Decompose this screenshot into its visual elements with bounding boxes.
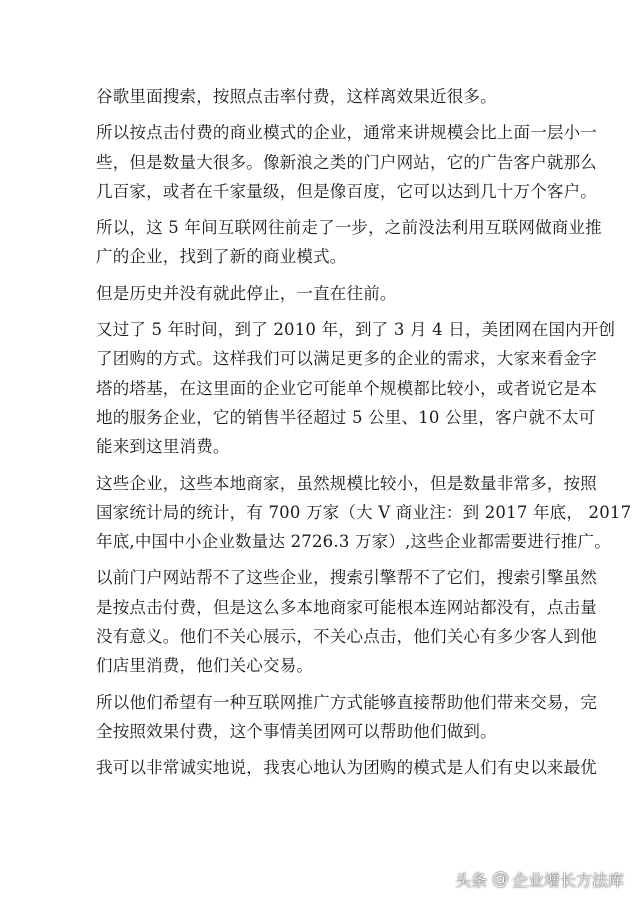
text-line: 所以他们希望有一种互联网推广方式能够直接帮助他们带来交易，完 xyxy=(96,692,597,712)
text-line: 又过了 5 年时间，到了 2010 年，到了 3 月 4 日，美团网在国内开创 xyxy=(96,320,616,340)
paragraph xyxy=(96,753,597,782)
text-line: 是按点击付费，但是这么多本地商家可能根本连网站都没有，点击量 xyxy=(96,597,597,617)
text-line: 几百家，或者在千家量级，但是像百度，它可以达到几十万个客户。 xyxy=(96,181,597,201)
paragraph xyxy=(96,279,548,308)
paragraph xyxy=(96,118,597,206)
text-line: 广的企业，找到了新的商业模式。 xyxy=(96,247,347,267)
text-line: 但是历史并没有就此停止，一直在往前。 xyxy=(96,283,397,303)
text-line: 国家统计局的统计，有 700 万家（大 V 商业注：到 2017 年底， 2017 xyxy=(96,502,632,522)
text-line: 地的服务企业，它的销售半径超过 5 公里、10 公里，客户就不太可 xyxy=(96,407,596,427)
text-line: 些，但是数量大很多。像新浪之类的门户网站，它的广告客户就那么 xyxy=(96,152,597,172)
text-line: 们店里消费，他们关心交易。 xyxy=(96,656,314,676)
toutiao-watermark xyxy=(455,865,624,893)
at-icon: @ xyxy=(491,869,509,889)
text-line: 这些企业，这些本地商家，虽然规模比较小，但是数量非常多，按照 xyxy=(96,473,597,493)
text-line: 塔的塔基，在这里面的企业它可能单个规模都比较小，或者说它是本 xyxy=(96,378,597,398)
paragraph xyxy=(96,688,597,747)
paragraph xyxy=(96,213,602,272)
text-line: 谷歌里面搜索，按照点击率付费，这样离效果近很多。 xyxy=(96,87,497,106)
paragraph xyxy=(96,563,597,680)
text-line: 全按照效果付费，这个事情美团网可以帮助他们做到。 xyxy=(96,721,497,741)
paragraph xyxy=(96,315,616,461)
text-line: 所以按点击付费的商业模式的企业，通常来讲规模会比上面一层小一 xyxy=(96,123,597,143)
paragraph xyxy=(96,82,548,111)
watermark-account: 企业增长方法库 xyxy=(511,870,624,890)
watermark-prefix: 头条 xyxy=(454,870,487,890)
text-line: 所以，这 5 年间互联网往前走了一步，之前没法利用互联网做商业推 xyxy=(96,218,602,238)
text-line: 没有意义。他们不关心展示，不关心点击，他们关心有多少客人到他 xyxy=(96,627,597,647)
body-text xyxy=(96,82,632,783)
paragraph xyxy=(96,469,632,557)
text-line: 年底,中国中小企业数量达 2726.3 万家）,这些企业都需要进行推广。 xyxy=(96,532,611,552)
text-line: 以前门户网站帮不了这些企业，搜索引擎帮不了它们，搜索引擎虽然 xyxy=(96,568,597,588)
text-line: 了团购的方式。这样我们可以满足更多的企业的需求，大家来看金字 xyxy=(96,349,597,369)
text-line: 我可以非常诚实地说，我衷心地认为团购的模式是人们有史以来最优 xyxy=(96,758,597,778)
text-line: 能来到这里消费。 xyxy=(96,437,230,457)
